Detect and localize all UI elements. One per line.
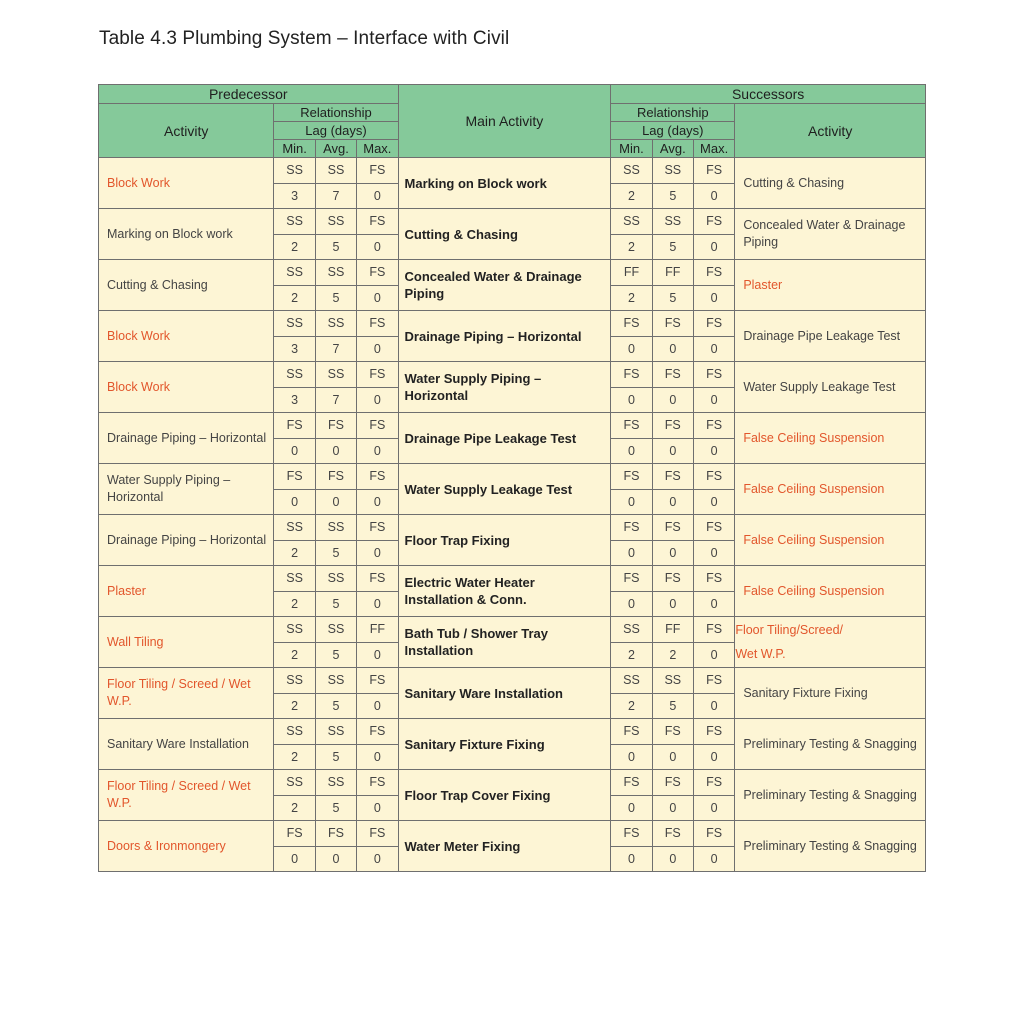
table-header <box>99 85 926 158</box>
successor-relationship-header: Relationship <box>611 104 735 122</box>
main-activity: Water Supply Leakage Test <box>398 464 611 515</box>
predecessor-relationship-min: SS <box>274 770 315 796</box>
predecessor-lag-min: 3 <box>274 387 315 413</box>
predecessor-max-header: Max. <box>357 140 398 158</box>
predecessor-lag-min: 2 <box>274 234 315 260</box>
successor-lag-min: 0 <box>611 489 652 515</box>
predecessor-relationship-avg: FS <box>315 464 356 490</box>
predecessor-relationship-max: FS <box>357 719 398 745</box>
successor-lag-avg: 0 <box>652 795 693 821</box>
predecessor-activity: Block Work <box>99 362 274 413</box>
successor-lag-avg: 5 <box>652 693 693 719</box>
predecessor-relationship-avg: SS <box>315 311 356 337</box>
predecessor-relationship-avg: SS <box>315 719 356 745</box>
main-activity: Concealed Water & Drainage Piping <box>398 260 611 311</box>
successor-lag-max: 0 <box>693 336 734 362</box>
successor-relationship-avg: FS <box>652 770 693 796</box>
predecessor-relationship-max: FF <box>357 617 398 643</box>
predecessor-lag-avg: 5 <box>315 285 356 311</box>
successor-relationship-avg: SS <box>652 668 693 694</box>
table-row <box>99 413 926 439</box>
successor-lag-avg: 0 <box>652 336 693 362</box>
successor-lag-min: 2 <box>611 693 652 719</box>
successor-lag-avg: 0 <box>652 387 693 413</box>
successor-relationship-avg: FS <box>652 362 693 388</box>
successor-lag-max: 0 <box>693 591 734 617</box>
predecessor-relationship-min: SS <box>274 719 315 745</box>
successor-relationship-max: FS <box>693 566 734 592</box>
successor-lag-max: 0 <box>693 846 734 872</box>
main-activity: Sanitary Ware Installation <box>398 668 611 719</box>
main-activity: Drainage Pipe Leakage Test <box>398 413 611 464</box>
predecessor-lag-avg: 5 <box>315 234 356 260</box>
successor-lag-max: 0 <box>693 183 734 209</box>
table-row <box>99 362 926 388</box>
predecessor-lag-max: 0 <box>357 438 398 464</box>
successor-activity: False Ceiling Suspension <box>735 566 926 617</box>
predecessor-header: Predecessor <box>99 85 399 104</box>
successor-lag-avg: 0 <box>652 540 693 566</box>
successor-relationship-avg: FS <box>652 413 693 439</box>
predecessor-lag-min: 2 <box>274 285 315 311</box>
successor-avg-header: Avg. <box>652 140 693 158</box>
predecessor-lag-max: 0 <box>357 795 398 821</box>
predecessor-lag-avg: 7 <box>315 336 356 362</box>
predecessor-relationship-min: SS <box>274 362 315 388</box>
predecessor-lag-min: 3 <box>274 183 315 209</box>
successor-relationship-max: FS <box>693 413 734 439</box>
successor-relationship-max: FS <box>693 770 734 796</box>
successor-activity: Plaster <box>735 260 926 311</box>
predecessor-lag-max: 0 <box>357 234 398 260</box>
predecessor-activity: Plaster <box>99 566 274 617</box>
successor-lag-avg: 0 <box>652 744 693 770</box>
predecessor-lag-avg: 0 <box>315 846 356 872</box>
successor-lag-max: 0 <box>693 387 734 413</box>
table-row <box>99 464 926 490</box>
successor-relationship-max: FS <box>693 464 734 490</box>
main-activity: Water Supply Piping – Horizontal <box>398 362 611 413</box>
predecessor-relationship-max: FS <box>357 821 398 847</box>
predecessor-relationship-avg: SS <box>315 158 356 184</box>
predecessor-lag-min: 2 <box>274 795 315 821</box>
predecessor-activity: Water Supply Piping – Horizontal <box>99 464 274 515</box>
predecessor-min-header: Min. <box>274 140 315 158</box>
successor-lag-avg: 2 <box>652 642 693 668</box>
successor-relationship-min: FS <box>611 413 652 439</box>
successor-activity: Water Supply Leakage Test <box>735 362 926 413</box>
successor-lag-min: 0 <box>611 336 652 362</box>
table-row <box>99 668 926 694</box>
successor-relationship-min: FS <box>611 311 652 337</box>
successor-activity: False Ceiling Suspension <box>735 515 926 566</box>
successor-max-header: Max. <box>693 140 734 158</box>
predecessor-lag-avg: 0 <box>315 438 356 464</box>
predecessor-relationship-min: SS <box>274 158 315 184</box>
table-row <box>99 617 926 643</box>
predecessor-relationship-min: FS <box>274 464 315 490</box>
predecessor-relationship-max: FS <box>357 668 398 694</box>
main-activity-header: Main Activity <box>398 85 611 158</box>
successor-activity: Preliminary Testing & Snagging <box>735 770 926 821</box>
successor-relationship-min: FS <box>611 821 652 847</box>
predecessor-relationship-max: FS <box>357 158 398 184</box>
predecessor-activity: Block Work <box>99 158 274 209</box>
main-activity: Water Meter Fixing <box>398 821 611 872</box>
predecessor-relationship-avg: SS <box>315 566 356 592</box>
predecessor-lag-max: 0 <box>357 183 398 209</box>
successor-lag-header: Lag (days) <box>611 122 735 140</box>
successor-relationship-avg: FS <box>652 515 693 541</box>
successor-relationship-avg: FS <box>652 311 693 337</box>
successor-relationship-min: SS <box>611 158 652 184</box>
predecessor-relationship-avg: FS <box>315 821 356 847</box>
predecessor-relationship-max: FS <box>357 362 398 388</box>
predecessor-activity: Doors & Ironmongery <box>99 821 274 872</box>
successor-relationship-min: FS <box>611 464 652 490</box>
predecessor-relationship-avg: SS <box>315 668 356 694</box>
predecessor-relationship-min: SS <box>274 260 315 286</box>
successor-relationship-max: FS <box>693 158 734 184</box>
predecessor-lag-max: 0 <box>357 540 398 566</box>
successor-lag-avg: 0 <box>652 591 693 617</box>
successor-lag-max: 0 <box>693 795 734 821</box>
predecessor-relationship-min: FS <box>274 413 315 439</box>
successor-relationship-max: FS <box>693 209 734 235</box>
successor-relationship-min: FS <box>611 362 652 388</box>
successor-lag-min: 2 <box>611 642 652 668</box>
predecessor-relationship-min: SS <box>274 617 315 643</box>
predecessor-lag-avg: 5 <box>315 540 356 566</box>
successor-lag-avg: 0 <box>652 438 693 464</box>
main-activity: Drainage Piping – Horizontal <box>398 311 611 362</box>
predecessor-relationship-min: SS <box>274 566 315 592</box>
predecessor-activity-header: Activity <box>99 104 274 158</box>
predecessor-relationship-header: Relationship <box>274 104 398 122</box>
predecessor-relationship-avg: SS <box>315 770 356 796</box>
main-activity: Cutting & Chasing <box>398 209 611 260</box>
predecessor-lag-avg: 0 <box>315 489 356 515</box>
successor-relationship-min: FS <box>611 770 652 796</box>
successor-relationship-min: FS <box>611 515 652 541</box>
successor-min-header: Min. <box>611 140 652 158</box>
successor-relationship-min: FS <box>611 566 652 592</box>
successor-activity-header: Activity <box>735 104 926 158</box>
predecessor-activity: Wall Tiling <box>99 617 274 668</box>
successors-header: Successors <box>611 85 926 104</box>
successor-activity-line-1: Floor Tiling/Screed/ <box>735 622 843 637</box>
table-row <box>99 821 926 847</box>
successor-activity: Preliminary Testing & Snagging <box>735 821 926 872</box>
successor-activity: False Ceiling Suspension <box>735 464 926 515</box>
main-activity: Floor Trap Fixing <box>398 515 611 566</box>
successor-lag-min: 0 <box>611 744 652 770</box>
successor-lag-avg: 5 <box>652 285 693 311</box>
predecessor-lag-max: 0 <box>357 387 398 413</box>
table-row <box>99 719 926 745</box>
predecessor-relationship-max: FS <box>357 260 398 286</box>
successor-relationship-avg: SS <box>652 209 693 235</box>
predecessor-activity: Floor Tiling / Screed / Wet W.P. <box>99 668 274 719</box>
successor-lag-avg: 0 <box>652 846 693 872</box>
successor-relationship-max: FS <box>693 311 734 337</box>
predecessor-relationship-avg: SS <box>315 515 356 541</box>
predecessor-relationship-min: SS <box>274 668 315 694</box>
predecessor-relationship-max: FS <box>357 311 398 337</box>
main-activity: Electric Water Heater Installation & Conn. <box>398 566 611 617</box>
successor-relationship-max: FS <box>693 362 734 388</box>
successor-activity: Cutting & Chasing <box>735 158 926 209</box>
table-row <box>99 158 926 184</box>
predecessor-relationship-max: FS <box>357 209 398 235</box>
successor-relationship-max: FS <box>693 668 734 694</box>
predecessor-relationship-avg: SS <box>315 260 356 286</box>
successor-lag-avg: 0 <box>652 489 693 515</box>
predecessor-relationship-min: SS <box>274 311 315 337</box>
main-activity: Marking on Block work <box>398 158 611 209</box>
successor-relationship-avg: FS <box>652 719 693 745</box>
main-activity: Bath Tub / Shower Tray Installation <box>398 617 611 668</box>
successor-activity: Drainage Pipe Leakage Test <box>735 311 926 362</box>
predecessor-lag-header: Lag (days) <box>274 122 398 140</box>
successor-relationship-min: SS <box>611 668 652 694</box>
successor-lag-min: 0 <box>611 846 652 872</box>
predecessor-lag-max: 0 <box>357 489 398 515</box>
predecessor-relationship-max: FS <box>357 464 398 490</box>
predecessor-relationship-min: FS <box>274 821 315 847</box>
predecessor-activity: Floor Tiling / Screed / Wet W.P. <box>99 770 274 821</box>
successor-relationship-max: FS <box>693 515 734 541</box>
table-title: Table 4.3 Plumbing System – Interface with Civil <box>99 28 510 49</box>
successor-lag-max: 0 <box>693 540 734 566</box>
predecessor-lag-avg: 5 <box>315 642 356 668</box>
predecessor-lag-min: 3 <box>274 336 315 362</box>
successor-relationship-avg: FS <box>652 464 693 490</box>
successor-activity: Sanitary Fixture Fixing <box>735 668 926 719</box>
table-row <box>99 566 926 592</box>
predecessor-lag-min: 2 <box>274 642 315 668</box>
successor-lag-min: 2 <box>611 183 652 209</box>
predecessor-relationship-avg: SS <box>315 209 356 235</box>
successor-relationship-min: SS <box>611 209 652 235</box>
predecessor-activity: Drainage Piping – Horizontal <box>99 515 274 566</box>
table-body <box>99 158 926 872</box>
predecessor-relationship-max: FS <box>357 566 398 592</box>
predecessor-relationship-max: FS <box>357 413 398 439</box>
successor-lag-min: 0 <box>611 591 652 617</box>
predecessor-lag-avg: 5 <box>315 693 356 719</box>
successor-relationship-min: FF <box>611 260 652 286</box>
successor-relationship-avg: FF <box>652 260 693 286</box>
plumbing-interface-table <box>98 84 926 872</box>
predecessor-lag-min: 2 <box>274 540 315 566</box>
predecessor-lag-min: 2 <box>274 693 315 719</box>
predecessor-relationship-max: FS <box>357 515 398 541</box>
main-activity: Floor Trap Cover Fixing <box>398 770 611 821</box>
successor-relationship-min: FS <box>611 719 652 745</box>
successor-relationship-avg: SS <box>652 158 693 184</box>
successor-lag-max: 0 <box>693 234 734 260</box>
successor-lag-min: 0 <box>611 540 652 566</box>
successor-lag-min: 0 <box>611 795 652 821</box>
predecessor-activity: Marking on Block work <box>99 209 274 260</box>
main-activity: Sanitary Fixture Fixing <box>398 719 611 770</box>
predecessor-lag-max: 0 <box>357 336 398 362</box>
predecessor-relationship-min: SS <box>274 209 315 235</box>
predecessor-activity: Block Work <box>99 311 274 362</box>
successor-lag-min: 2 <box>611 234 652 260</box>
table-row <box>99 311 926 337</box>
predecessor-lag-max: 0 <box>357 846 398 872</box>
predecessor-lag-avg: 7 <box>315 183 356 209</box>
successor-activity-line-2: Wet W.P. <box>735 647 786 661</box>
successor-lag-max: 0 <box>693 285 734 311</box>
predecessor-lag-max: 0 <box>357 744 398 770</box>
predecessor-relationship-avg: FS <box>315 413 356 439</box>
predecessor-lag-max: 0 <box>357 591 398 617</box>
predecessor-relationship-min: SS <box>274 515 315 541</box>
table-row <box>99 209 926 235</box>
successor-relationship-max: FS <box>693 821 734 847</box>
predecessor-activity: Cutting & Chasing <box>99 260 274 311</box>
successor-lag-avg: 5 <box>652 234 693 260</box>
successor-lag-avg: 5 <box>652 183 693 209</box>
successor-activity: Concealed Water & Drainage Piping <box>735 209 926 260</box>
predecessor-relationship-avg: SS <box>315 362 356 388</box>
predecessor-lag-min: 0 <box>274 438 315 464</box>
table-row <box>99 770 926 796</box>
predecessor-relationship-max: FS <box>357 770 398 796</box>
predecessor-lag-max: 0 <box>357 285 398 311</box>
predecessor-lag-min: 2 <box>274 744 315 770</box>
successor-activity <box>735 617 926 668</box>
successor-lag-min: 0 <box>611 387 652 413</box>
predecessor-lag-min: 0 <box>274 489 315 515</box>
predecessor-avg-header: Avg. <box>315 140 356 158</box>
successor-relationship-avg: FF <box>652 617 693 643</box>
successor-relationship-max: FS <box>693 260 734 286</box>
predecessor-activity: Drainage Piping – Horizontal <box>99 413 274 464</box>
successor-activity: False Ceiling Suspension <box>735 413 926 464</box>
table-row <box>99 260 926 286</box>
table-row <box>99 515 926 541</box>
successor-relationship-max: FS <box>693 617 734 643</box>
predecessor-lag-min: 2 <box>274 591 315 617</box>
predecessor-lag-avg: 5 <box>315 591 356 617</box>
successor-lag-max: 0 <box>693 744 734 770</box>
successor-lag-min: 0 <box>611 438 652 464</box>
successor-relationship-max: FS <box>693 719 734 745</box>
successor-lag-max: 0 <box>693 489 734 515</box>
predecessor-lag-avg: 7 <box>315 387 356 413</box>
successor-relationship-min: SS <box>611 617 652 643</box>
predecessor-lag-max: 0 <box>357 642 398 668</box>
successor-relationship-avg: FS <box>652 566 693 592</box>
predecessor-relationship-avg: SS <box>315 617 356 643</box>
successor-relationship-avg: FS <box>652 821 693 847</box>
predecessor-lag-min: 0 <box>274 846 315 872</box>
successor-lag-max: 0 <box>693 693 734 719</box>
predecessor-activity: Sanitary Ware Installation <box>99 719 274 770</box>
predecessor-lag-max: 0 <box>357 693 398 719</box>
predecessor-lag-avg: 5 <box>315 744 356 770</box>
predecessor-lag-avg: 5 <box>315 795 356 821</box>
successor-activity: Preliminary Testing & Snagging <box>735 719 926 770</box>
successor-lag-max: 0 <box>693 642 734 668</box>
successor-lag-max: 0 <box>693 438 734 464</box>
successor-lag-min: 2 <box>611 285 652 311</box>
